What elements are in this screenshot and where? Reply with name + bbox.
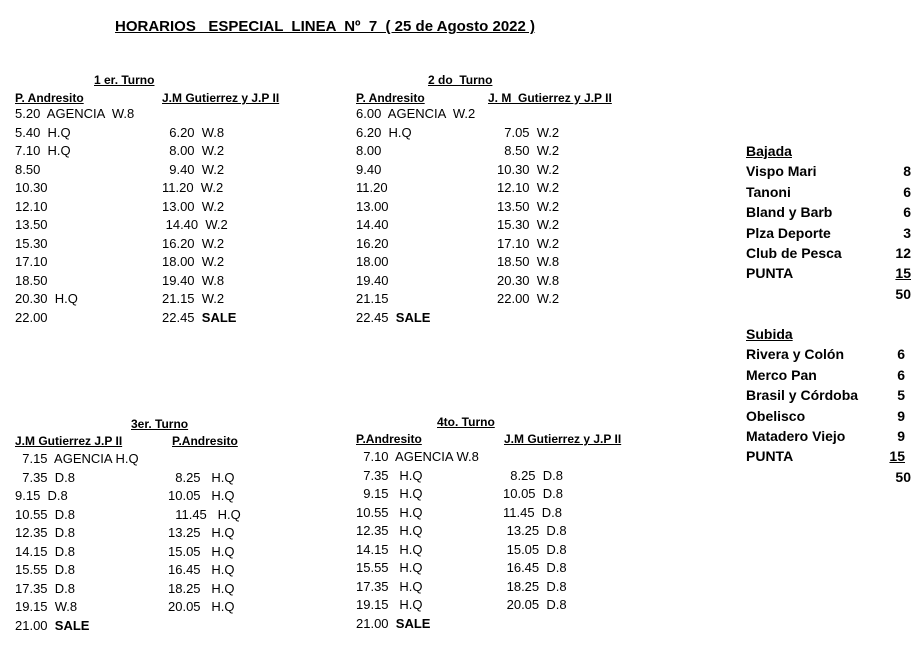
schedule-time xyxy=(15,124,134,143)
schedule-time xyxy=(356,485,479,504)
subida-total: 50 xyxy=(895,468,911,485)
schedule-time xyxy=(15,543,139,562)
time-text: 12.10 W.2 xyxy=(497,180,560,195)
schedule-time xyxy=(15,309,134,328)
schedule-time xyxy=(356,559,479,578)
turno-4-header-right: J.M Gutierrez y J.P II xyxy=(504,432,622,446)
stop-name: Club de Pesca xyxy=(746,244,842,261)
time-text: 9.15 H.Q xyxy=(356,486,423,501)
schedule-time xyxy=(503,485,567,504)
schedule-time xyxy=(15,506,139,525)
time-text: 20.30 H.Q xyxy=(15,291,78,306)
time-text: 17.35 D.8 xyxy=(15,580,75,596)
bajada-panel xyxy=(746,141,911,304)
schedule-time xyxy=(168,598,241,617)
time-text: 6.20 W.8 xyxy=(162,124,225,140)
time-text: 7.10 AGENCIA W.8 xyxy=(356,449,479,464)
time-text: 17.10 xyxy=(15,254,48,269)
time-text: 10.55 H.Q xyxy=(356,504,423,520)
time-text: 13.50 W.2 xyxy=(497,198,560,214)
time-text: 17.35 H.Q xyxy=(356,578,423,594)
schedule-time xyxy=(162,142,236,161)
subida-stop-row xyxy=(746,446,911,466)
time-text: 10.30 xyxy=(15,180,48,195)
schedule-time xyxy=(15,561,139,580)
time-text: 7.05 W.2 xyxy=(497,124,560,140)
turno-4-header-left: P.Andresito xyxy=(356,432,422,446)
schedule-time xyxy=(15,235,134,254)
time-text: 19.15 W.8 xyxy=(15,599,78,614)
schedule-time xyxy=(168,487,241,506)
schedule-time xyxy=(162,124,236,143)
schedule-time xyxy=(162,105,236,124)
stop-name: Vispo Mari xyxy=(746,163,817,180)
schedule-time xyxy=(162,198,236,217)
time-text: 16.20 xyxy=(356,235,389,251)
time-text: 8.00 W.2 xyxy=(162,143,225,158)
time-text: 15.30 xyxy=(15,235,48,251)
schedule-time xyxy=(356,179,475,198)
subida-title: Subida xyxy=(746,326,793,342)
schedule-time xyxy=(162,309,236,328)
schedule-time xyxy=(15,105,134,124)
time-text: 18.25 D.8 xyxy=(503,578,567,594)
subida-stop-row xyxy=(746,344,911,364)
schedule-time xyxy=(15,469,139,488)
schedule-time xyxy=(356,578,479,597)
schedule-time xyxy=(356,448,479,467)
schedule-time xyxy=(356,615,479,634)
schedule-time xyxy=(15,580,139,599)
schedule-time xyxy=(15,253,134,272)
time-text: 10.05 D.8 xyxy=(503,486,563,501)
schedule-time xyxy=(503,467,567,486)
bajada-stop-row xyxy=(746,182,911,202)
schedule-time xyxy=(356,596,479,615)
time-text: 12.35 D.8 xyxy=(15,525,75,540)
schedule-time xyxy=(503,559,567,578)
schedule-time xyxy=(162,216,236,235)
time-text: 14.40 W.2 xyxy=(162,217,228,232)
schedule-time xyxy=(15,142,134,161)
time-text: 7.10 H.Q xyxy=(15,143,71,158)
time-text: 20.30 W.8 xyxy=(497,272,560,288)
schedule-time xyxy=(356,235,475,254)
time-text: 13.25 D.8 xyxy=(503,523,567,538)
sale-label: SALE xyxy=(54,617,90,633)
time-text: 12.10 xyxy=(15,198,48,214)
sale-label: SALE xyxy=(395,309,431,325)
stop-count: 6 xyxy=(897,366,905,383)
time-text: 8.50 W.2 xyxy=(497,143,560,158)
time-text: 22.45 xyxy=(356,309,389,325)
schedule-time xyxy=(356,290,475,309)
stop-count: 15 xyxy=(895,265,911,282)
schedule-time xyxy=(168,506,241,525)
time-text: 13.25 H.Q xyxy=(168,525,235,540)
time-text: 22.45 xyxy=(162,309,195,325)
time-text: 21.15 xyxy=(356,291,389,306)
turno-4-right-column xyxy=(503,448,567,633)
subida-stop-row xyxy=(746,426,911,446)
time-text: 11.45 D.8 xyxy=(503,504,563,520)
schedule-time xyxy=(15,198,134,217)
schedule-time xyxy=(356,541,479,560)
stop-name: Bland y Barb xyxy=(746,204,833,221)
stop-count: 9 xyxy=(897,407,905,424)
schedule-time xyxy=(15,161,134,180)
time-text: 20.05 H.Q xyxy=(168,599,235,614)
stop-count: 6 xyxy=(903,183,911,200)
time-text: 9.15 D.8 xyxy=(15,488,68,503)
time-text: 16.20 W.2 xyxy=(162,235,225,251)
stop-name: Tanoni xyxy=(746,183,791,200)
schedule-time xyxy=(15,487,139,506)
turno-3-title: 3er. Turno xyxy=(131,417,189,431)
schedule-time xyxy=(497,161,559,180)
bajada-stop-row xyxy=(746,223,911,243)
schedule-time xyxy=(168,450,241,469)
stop-name: Merco Pan xyxy=(746,366,817,383)
schedule-time xyxy=(168,561,241,580)
time-text: 21.00 xyxy=(356,615,389,631)
time-text: 8.00 xyxy=(356,143,382,158)
turno-3-left-column xyxy=(15,450,139,635)
time-text: 10.55 D.8 xyxy=(15,506,75,522)
schedule-time xyxy=(356,522,479,541)
time-text: 15.55 H.Q xyxy=(356,560,423,575)
time-text: 15.05 H.Q xyxy=(168,543,235,559)
turno-3-header-left: J.M Gutierrez J.P II xyxy=(15,434,123,448)
time-text: 16.45 H.Q xyxy=(168,562,235,577)
schedule-time xyxy=(15,179,134,198)
stop-name: PUNTA xyxy=(746,448,794,465)
sale-label: SALE xyxy=(395,615,431,631)
turno-2-title: 2 do Turno xyxy=(428,73,493,87)
schedule-time xyxy=(497,198,559,217)
stop-count: 12 xyxy=(895,244,911,261)
stop-count: 9 xyxy=(897,427,905,444)
subida-stop-row xyxy=(746,406,911,426)
turno-2-left-column xyxy=(356,105,475,327)
turno-1-right-column xyxy=(162,105,236,327)
stop-count: 5 xyxy=(897,387,905,404)
time-text: 19.40 W.8 xyxy=(162,272,225,288)
schedule-time xyxy=(497,124,559,143)
time-text: 14.40 xyxy=(356,217,389,232)
schedule-time xyxy=(503,615,567,634)
schedule-time xyxy=(497,253,559,272)
schedule-time xyxy=(497,309,559,328)
time-text: 5.40 H.Q xyxy=(15,124,71,140)
schedule-time xyxy=(356,504,479,523)
time-text: 18.00 W.2 xyxy=(162,254,225,269)
time-text: 8.25 H.Q xyxy=(168,469,235,485)
time-text: 19.40 xyxy=(356,272,389,288)
schedule-time xyxy=(356,198,475,217)
sale-label: SALE xyxy=(201,309,237,325)
stop-name: Brasil y Córdoba xyxy=(746,387,859,404)
stop-name: Rivera y Colón xyxy=(746,346,845,363)
time-text: 20.05 D.8 xyxy=(503,597,567,612)
time-text: 10.05 H.Q xyxy=(168,488,235,503)
schedule-time xyxy=(497,290,559,309)
turno-1-header-left: P. Andresito xyxy=(15,91,84,105)
stop-count: 8 xyxy=(903,163,911,180)
time-text: 6.00 AGENCIA W.2 xyxy=(356,106,476,121)
time-text: 11.45 H.Q xyxy=(168,506,241,522)
time-text: 18.50 W.8 xyxy=(497,254,560,269)
subida-stop-row xyxy=(746,365,911,385)
schedule-time xyxy=(162,290,236,309)
schedule-time xyxy=(356,272,475,291)
page-title: HORARIOS ESPECIAL LINEA Nº 7 ( 25 de Agosto 2022 ) xyxy=(115,18,536,35)
time-text: 18.00 xyxy=(356,254,389,269)
stop-name: Matadero Viejo xyxy=(746,427,846,444)
schedule-time xyxy=(168,580,241,599)
schedule-time xyxy=(356,467,479,486)
time-text: 22.00 xyxy=(15,309,48,325)
schedule-time xyxy=(15,598,139,617)
schedule-time xyxy=(503,448,567,467)
time-text: 14.15 H.Q xyxy=(356,541,423,557)
time-text: 15.30 W.2 xyxy=(497,217,560,232)
subida-stop-row xyxy=(746,385,911,405)
schedule-time xyxy=(497,235,559,254)
turno-4-left-column xyxy=(356,448,479,633)
time-text: 7.35 D.8 xyxy=(15,469,75,485)
schedule-time xyxy=(497,216,559,235)
time-text: 13.50 xyxy=(15,217,48,232)
time-text: 16.45 D.8 xyxy=(503,560,567,575)
bajada-stop-row xyxy=(746,263,911,283)
time-text: 12.35 H.Q xyxy=(356,523,423,538)
schedule-time xyxy=(503,578,567,597)
stop-count: 15 xyxy=(889,448,905,465)
turno-1-header-right: J.M Gutierrez y J.P II xyxy=(162,91,280,105)
time-text: 10.30 W.2 xyxy=(497,161,560,177)
schedule-time xyxy=(356,309,475,328)
bajada-stop-row xyxy=(746,161,911,181)
turno-2-header-left: P. Andresito xyxy=(356,91,425,105)
schedule-time xyxy=(497,272,559,291)
schedule-time xyxy=(15,617,139,636)
time-text: 13.00 xyxy=(356,198,389,214)
schedule-time xyxy=(356,161,475,180)
time-text: 19.15 H.Q xyxy=(356,597,423,612)
schedule-time xyxy=(503,504,567,523)
schedule-time xyxy=(168,524,241,543)
time-text: 15.05 D.8 xyxy=(503,541,567,557)
time-text: 11.20 xyxy=(356,180,388,195)
time-text: 18.25 H.Q xyxy=(168,580,235,596)
schedule-time xyxy=(503,596,567,615)
stop-count: 6 xyxy=(903,204,911,221)
time-text: 18.50 xyxy=(15,272,48,288)
stop-name: Obelisco xyxy=(746,407,806,424)
schedule-time xyxy=(15,272,134,291)
schedule-time xyxy=(15,290,134,309)
schedule-time xyxy=(356,253,475,272)
turno-2-header-right: J. M Gutierrez y J.P II xyxy=(488,91,612,105)
schedule-time xyxy=(15,450,139,469)
bajada-stop-row xyxy=(746,202,911,222)
turno-3-header-right: P.Andresito xyxy=(172,434,238,448)
schedule-time xyxy=(168,543,241,562)
subida-panel xyxy=(746,324,911,487)
schedule-time xyxy=(503,522,567,541)
schedule-time xyxy=(168,617,241,636)
turno-2-right-column xyxy=(497,105,559,327)
schedule-time xyxy=(168,469,241,488)
schedule-time xyxy=(356,105,475,124)
turno-3-right-column xyxy=(168,450,241,635)
time-text: 21.00 xyxy=(15,617,48,633)
schedule-time xyxy=(162,272,236,291)
schedule-time xyxy=(503,541,567,560)
stop-name: Plza Deporte xyxy=(746,224,831,241)
schedule-time xyxy=(15,524,139,543)
time-text: 8.50 xyxy=(15,161,41,177)
stop-name: PUNTA xyxy=(746,265,794,282)
schedule-time xyxy=(356,216,475,235)
time-text: 13.00 W.2 xyxy=(162,198,225,214)
bajada-stop-row xyxy=(746,243,911,263)
time-text: 9.40 xyxy=(356,161,382,177)
schedule-time xyxy=(356,142,475,161)
schedule-time xyxy=(497,179,559,198)
time-text: 22.00 W.2 xyxy=(497,291,560,306)
schedule-time xyxy=(497,105,559,124)
bajada-total: 50 xyxy=(895,285,911,302)
schedule-time xyxy=(162,179,236,198)
time-text: 9.40 W.2 xyxy=(162,161,225,177)
time-text: 11.20 W.2 xyxy=(162,180,224,195)
schedule-time xyxy=(15,216,134,235)
schedule-time xyxy=(162,253,236,272)
schedule-time xyxy=(497,142,559,161)
time-text: 21.15 W.2 xyxy=(162,291,225,306)
schedule-time xyxy=(162,161,236,180)
turno-1-left-column xyxy=(15,105,134,327)
schedule-time xyxy=(162,235,236,254)
turno-1-title: 1 er. Turno xyxy=(94,73,155,87)
time-text: 5.20 AGENCIA W.8 xyxy=(15,106,135,121)
time-text: 17.10 W.2 xyxy=(497,235,560,251)
time-text: 7.35 H.Q xyxy=(356,467,423,483)
time-text: 6.20 H.Q xyxy=(356,124,412,140)
bajada-title: Bajada xyxy=(746,143,792,159)
stop-count: 3 xyxy=(903,224,911,241)
time-text: 15.55 D.8 xyxy=(15,562,75,577)
time-text: 7.15 AGENCIA H.Q xyxy=(15,451,139,466)
schedule-time xyxy=(356,124,475,143)
time-text: 8.25 D.8 xyxy=(503,467,563,483)
stop-count: 6 xyxy=(897,346,905,363)
turno-4-title: 4to. Turno xyxy=(437,415,495,429)
time-text: 14.15 D.8 xyxy=(15,543,75,559)
